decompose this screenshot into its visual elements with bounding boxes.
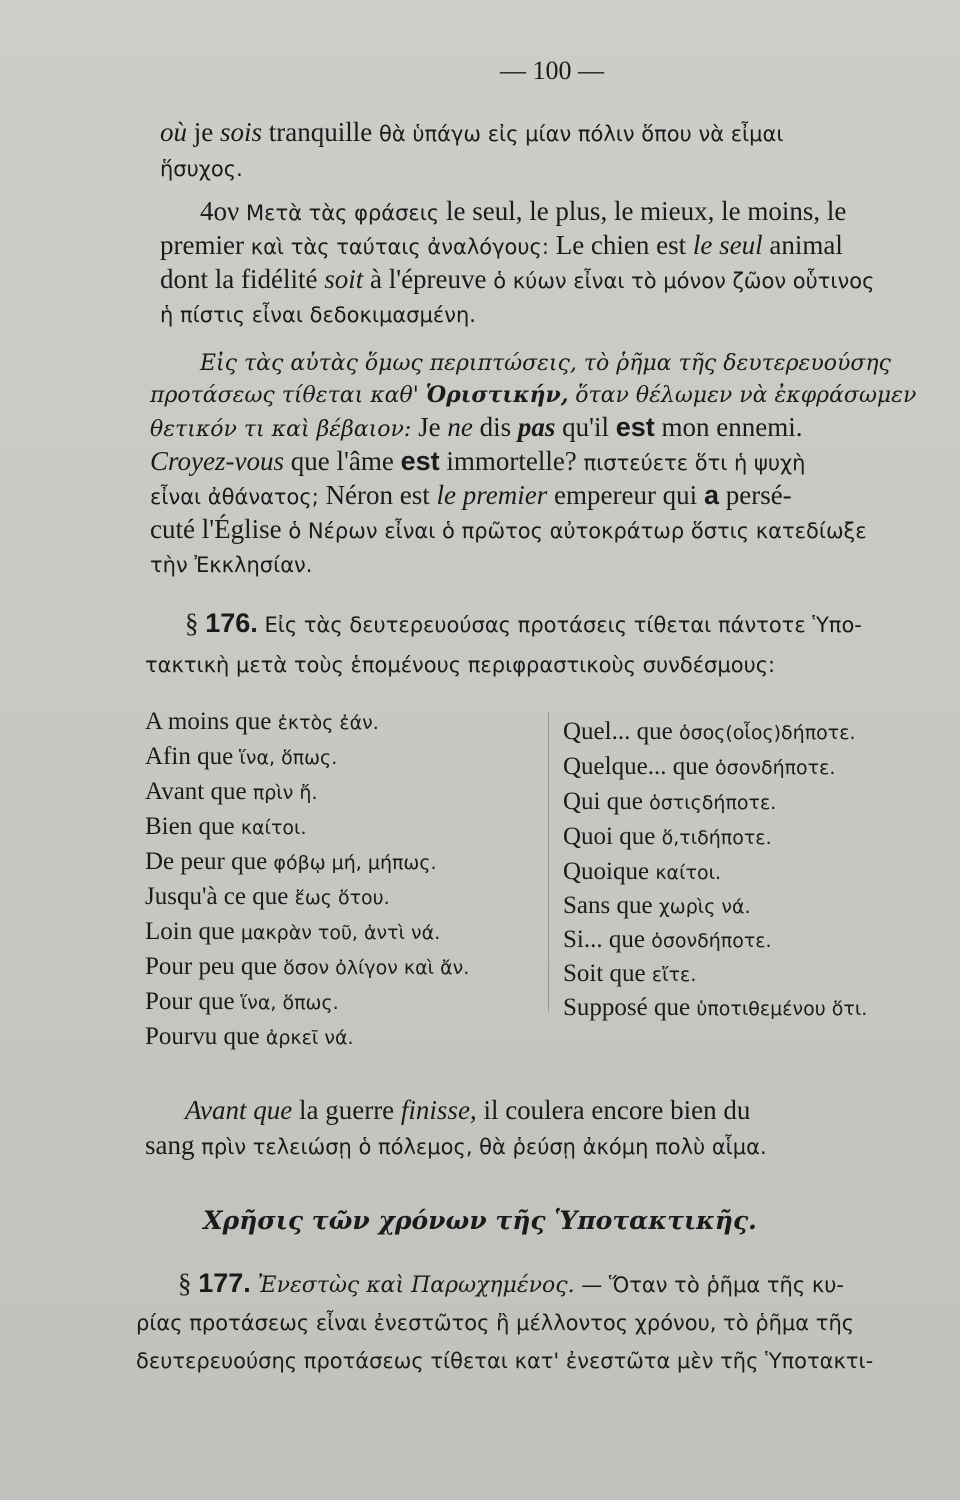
text: Quelque... que [563,753,716,780]
greek-text: ὁστιςδήποτε. [649,792,777,814]
greek-text: ἀρκεῖ νά. [265,1027,354,1049]
list-item [145,1023,354,1051]
page-number: — 100 — [500,56,604,85]
text: Croyez-vous [150,446,284,476]
greek-text: ὁσος(οἷος)δήποτε. [678,722,856,744]
text: Quoique [563,858,656,885]
text: Avant que [185,1095,293,1125]
greek-text: θετικόν τι καὶ βέβαιον: [150,417,412,442]
text: Avant que [145,778,253,805]
greek-text: θὰ ὑπάγω εἰς μίαν πόλιν ὅπου νὰ εἶμαι [379,122,784,146]
section-number: 176. [205,608,258,638]
text: Pour que [145,988,241,1015]
greek-text: πρὶν τελειώσῃ ὁ πόλεμος, θὰ ῥεύσῃ ἀκόμη πολὺ αἷμα. [201,1135,767,1159]
greek-text: ὁ κύων εἶναι τὸ μόνον ζῶον οὗτινος [493,269,875,293]
list-item [145,778,318,806]
para2-line1 [200,196,846,227]
text: il coulera encore bien du [476,1095,751,1125]
text: Pourvu que [145,1023,266,1050]
text: Soit que [563,960,652,987]
text: Bien que [145,813,241,840]
greek-text: ἵνα, ὅπως. [239,747,338,769]
text: De peur que [145,848,274,875]
text: Le chien est [548,230,693,260]
text: 4ον [200,196,246,226]
greek-text: Εἰς τὰς αὐτὰς ὅμως περιπτώσεις, τὸ ῥῆμα τῆς δευτερευούσης [200,351,891,376]
list-item [145,743,337,771]
text: § [178,1268,199,1298]
text: Je [411,412,448,442]
greek-text: πιστεύετε ὅτι ἡ ψυχὴ [583,451,806,475]
greek-text: τὴν Ἐκκλησίαν. [150,553,313,577]
column-divider [548,712,549,1012]
greek-text: καίτοι. [240,817,307,839]
list-item [145,988,339,1016]
greek-text: ὅταν θέλωμεν νὰ ἐκφράσωμεν [575,383,917,408]
greek-text: ὁσονδήποτε. [715,757,836,779]
text: le seul [692,230,763,260]
text: A moins que [145,708,278,735]
greek-text: ὑποτιθεμένου ὅτι. [696,998,868,1020]
list-item [563,994,867,1022]
text: que l'âme [283,446,401,476]
section176-line1 [185,608,862,639]
para3-line4 [150,446,805,477]
greek-text: ἐκτὸς ἐάν. [277,712,379,734]
greek-text: ἕως ὅτου. [294,887,390,909]
list-item [145,883,390,911]
text: le premier [436,480,548,510]
greek-text: ὅ,τιδήποτε. [661,827,772,849]
greek-text: ὅσον ὀλίγον καὶ ἄν. [283,957,470,979]
text: persé- [718,480,792,510]
text: mon ennemi. [654,412,803,442]
greek-text: ρίας προτάσεως εἶναι ἐνεστῶτος ἢ μέλλοντος χρόνου, τὸ ῥῆμα τῆς [136,1311,855,1335]
greek-text: ἡ πίστις εἶναι δεδοκιμασμένη. [160,303,476,327]
greek-text: μακρὰν τοῦ, ἀντὶ νά. [240,922,441,944]
list-item [563,823,772,851]
text: immortelle? [439,446,584,476]
text: où [160,117,187,147]
text: soit [324,264,364,294]
greek-text: Ἐνεστὼς καὶ Παρωχημένος. [250,1273,575,1298]
text: Pour peu que [145,953,284,980]
para3-line2 [150,378,916,409]
section177-line1 [178,1268,844,1299]
para1-line1 [160,117,783,148]
greek-text: καίτοι. [655,862,722,884]
text: sang [145,1130,202,1160]
text: tranquille [262,117,379,147]
text: la guerre [292,1095,401,1125]
section-number: 177. [198,1268,251,1298]
list-item [145,918,440,946]
text: Quoi que [563,823,662,850]
text: est [615,412,655,442]
example-line2 [145,1130,767,1161]
list-item [563,718,856,746]
text: est [400,446,440,476]
text: empereur qui [547,480,704,510]
list-item [145,848,437,876]
greek-text: φόβῳ μή, μήπως. [273,852,437,874]
para3-line3 [150,412,803,443]
list-item [563,960,696,988]
text: Jusqu'à ce que [145,883,295,910]
para2-line3 [160,264,874,295]
list-item [145,708,379,736]
list-item [563,788,776,816]
para3-line5 [150,480,792,511]
text: Supposé que [563,994,697,1021]
section177-line3 [136,1344,873,1375]
text: Qui que [563,788,650,815]
list-item [563,926,772,954]
list-item [563,858,721,886]
greek-text: καὶ τὰς ταύταις ἀναλόγους: [250,235,549,259]
text: sois [220,117,263,147]
example-line1 [185,1095,750,1126]
text: § [185,608,206,638]
text: ne [447,412,473,442]
text: Quel... que [563,718,679,745]
greek-text: εἶναι ἀθάνατος; [150,485,319,509]
greek-text: Εἰς τὰς δευτερευούσας προτάσεις τίθεται πάντοτε Ὑπο- [257,613,862,637]
para3-line1 [200,346,891,377]
list-item [145,953,469,981]
list-item [563,892,751,920]
text: pas [517,412,556,442]
greek-text: προτάσεως τίθεται καθ' [150,383,419,408]
text: finisse, [400,1095,477,1125]
greek-text: Μετὰ τὰς φράσεις [245,201,440,225]
greek-text: δευτερευούσης προτάσεως τίθεται κατ' ἐνεστῶτα μὲν τῆς Ὑποτακτι- [136,1349,874,1373]
text: à l'épreuve [363,264,494,294]
para3-line7 [150,548,312,579]
text: Sans que [563,892,659,919]
list-item [145,813,307,841]
greek-text: τακτικὴ μετὰ τοὺς ἑπομένους περιφραστικοὺς συνδέσμους: [145,653,776,677]
text: Si... que [563,926,652,953]
text: cuté l'Église [150,514,289,544]
text: Afin que [145,743,240,770]
greek-text: ἵνα, ὅπως. [240,992,339,1014]
text: Loin que [145,918,241,945]
list-item [563,753,835,781]
greek-text: — Ὅταν τὸ ῥῆμα τῆς κυ- [574,1273,844,1297]
section-heading: Χρῆσις τῶν χρόνων τῆς Ὑποτακτικῆς. [203,1206,757,1235]
greek-text: ὁ Νέρων εἶναι ὁ πρῶτος αὐτοκράτωρ ὅστις κατεδίωξε [288,519,867,543]
section176-line2 [145,648,775,679]
para1-line2 [160,152,243,183]
text: le seul, le plus, le mieux, le moins, le [439,196,847,226]
greek-text: ὁσονδήποτε. [651,930,772,952]
para3-line6 [150,514,867,545]
text: dont la fidélité [160,264,325,294]
section177-line2 [136,1306,854,1337]
text: Néron est [318,480,437,510]
greek-text: ἥσυχος. [160,157,243,181]
text: a [703,480,719,510]
text: animal [762,230,843,260]
greek-text: εἴτε. [651,964,697,986]
text: qu'il [555,412,616,442]
text: dis [472,412,518,442]
para2-line4 [160,298,476,329]
greek-text: χωρὶς νά. [658,896,751,918]
text: je [187,117,220,147]
text: premier [160,230,251,260]
greek-text: πρὶν ἤ. [252,782,318,804]
greek-text: Ὁριστικήν, [425,382,569,408]
para2-line2 [160,230,843,261]
